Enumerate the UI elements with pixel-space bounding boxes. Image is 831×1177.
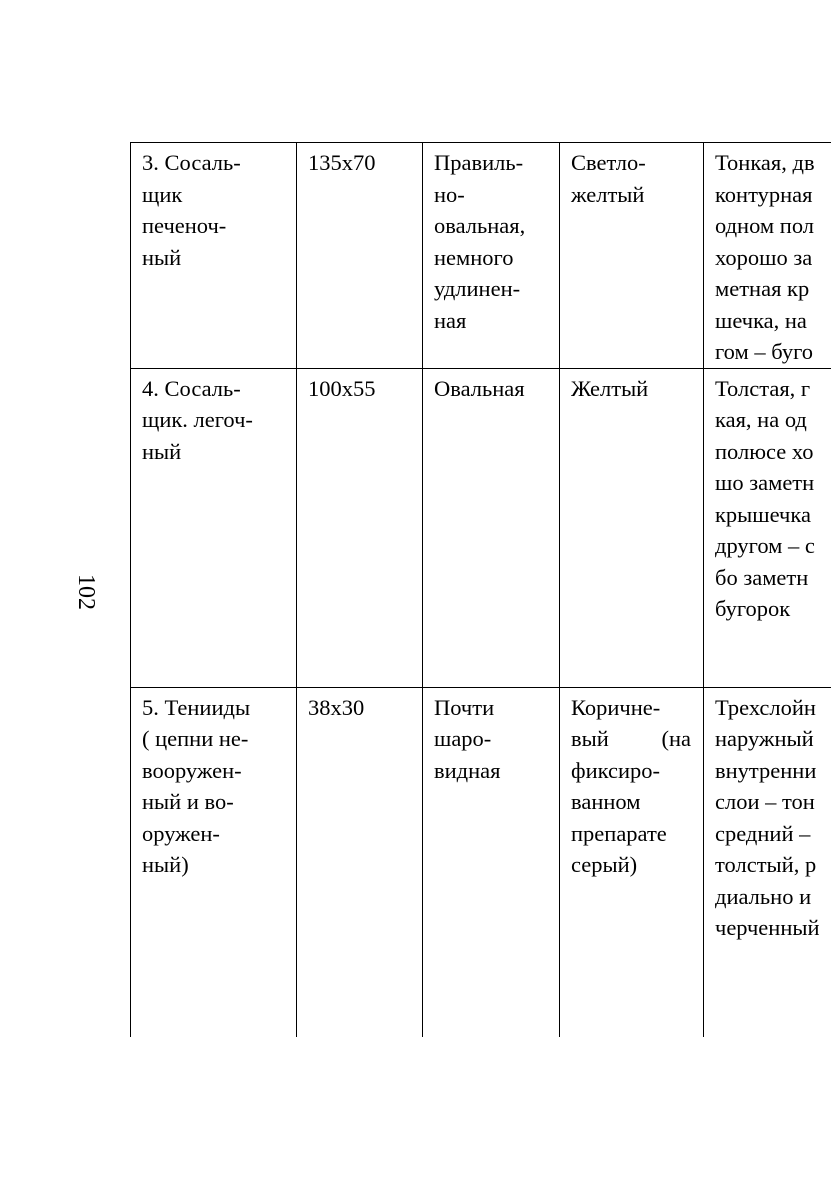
text-line: видная: [434, 757, 501, 783]
text-line: ванном: [571, 789, 641, 814]
text-line: хорошо за: [715, 244, 813, 270]
page-number: 102: [73, 574, 99, 610]
text-line: 38х30: [308, 694, 365, 720]
text-line: крышечка: [715, 501, 811, 527]
text-line: 135х70: [308, 150, 376, 175]
text-line: бо заметн: [715, 564, 809, 590]
text-line: Овальная: [434, 375, 525, 401]
egg-shell-cell: [704, 687, 831, 1037]
text-word: вый: [571, 726, 609, 751]
text-line: ( цепни не-: [142, 726, 249, 751]
text-line: Коричне-: [571, 694, 661, 720]
text-line: диально и: [715, 883, 812, 909]
text-line: вооружен-: [142, 757, 242, 783]
egg-color-cell: [560, 687, 704, 1037]
text-line: но-: [434, 181, 465, 207]
text-line: бугорок: [715, 596, 791, 621]
egg-size-cell: [297, 687, 423, 1037]
text-line: шаро-: [434, 726, 492, 751]
text-line: Правиль-: [434, 150, 524, 175]
text-line: ный: [142, 438, 182, 464]
text-line: полюсе хо: [715, 438, 814, 464]
text-line: 4. Сосаль-: [142, 375, 241, 401]
text-line: кая, на од: [715, 407, 807, 432]
text-line: ный и во-: [142, 789, 234, 814]
text-line: внутренни: [715, 757, 817, 783]
text-line: овальная,: [434, 213, 526, 238]
text-line: серый): [571, 852, 638, 877]
text-line: 5. Тенииды: [142, 694, 251, 720]
table-row: [131, 368, 831, 687]
text-line: фиксиро-: [571, 757, 661, 783]
text-line: контурная: [715, 181, 813, 207]
egg-shell-cell: [704, 368, 831, 687]
egg-size-cell: [297, 368, 423, 687]
text-line: другом – с: [715, 533, 815, 558]
text-line: 100х55: [308, 375, 376, 401]
text-line: щик. легоч-: [142, 407, 253, 432]
text-line: ный: [142, 244, 182, 270]
text-line: черченный: [715, 915, 820, 940]
text-line: Желтый: [571, 375, 649, 401]
egg-shape-cell: [423, 687, 560, 1037]
text-line: наружный: [715, 726, 814, 751]
text-line: Толстая, г: [715, 375, 811, 401]
text-line: 3. Сосаль-: [142, 150, 241, 175]
helminth-egg-table: [130, 142, 831, 1037]
egg-color-cell: [560, 368, 704, 687]
text-line: Трехслойн: [715, 694, 816, 720]
text-line: Светло-: [571, 150, 646, 175]
text-line: гом – буго: [715, 339, 813, 364]
table: [130, 142, 831, 1037]
egg-shape-cell: [423, 368, 560, 687]
text-line: желтый: [571, 181, 645, 207]
egg-name-cell: [131, 368, 297, 687]
egg-shell-cell: [704, 143, 831, 369]
text-line: препарате: [571, 820, 667, 846]
text-line: толстый, р: [715, 852, 817, 877]
text-line: удлинен-: [434, 276, 521, 301]
text-line: ная: [434, 307, 467, 333]
text-line: одном пол: [715, 213, 814, 238]
table-row: [131, 143, 831, 369]
egg-name-cell: [131, 687, 297, 1037]
justified-text-line: [571, 723, 691, 755]
text-line: шо заметн: [715, 470, 815, 495]
text-line: щик: [142, 181, 183, 207]
table-row: [131, 687, 831, 1037]
egg-name-cell: [131, 143, 297, 369]
egg-color-cell: [560, 143, 704, 369]
text-line: печеноч-: [142, 213, 227, 238]
text-line: шечка, на: [715, 307, 807, 333]
text-line: немного: [434, 244, 514, 270]
text-line: оружен-: [142, 820, 220, 846]
text-line: метная кр: [715, 276, 810, 301]
text-line: Тонкая, дв: [715, 150, 815, 175]
text-word: (на: [661, 726, 691, 751]
egg-size-cell: [297, 143, 423, 369]
text-line: ный): [142, 852, 189, 877]
egg-shape-cell: [423, 143, 560, 369]
text-line: средний –: [715, 820, 811, 846]
text-line: Почти: [434, 694, 495, 720]
text-line: слои – тон: [715, 789, 815, 814]
